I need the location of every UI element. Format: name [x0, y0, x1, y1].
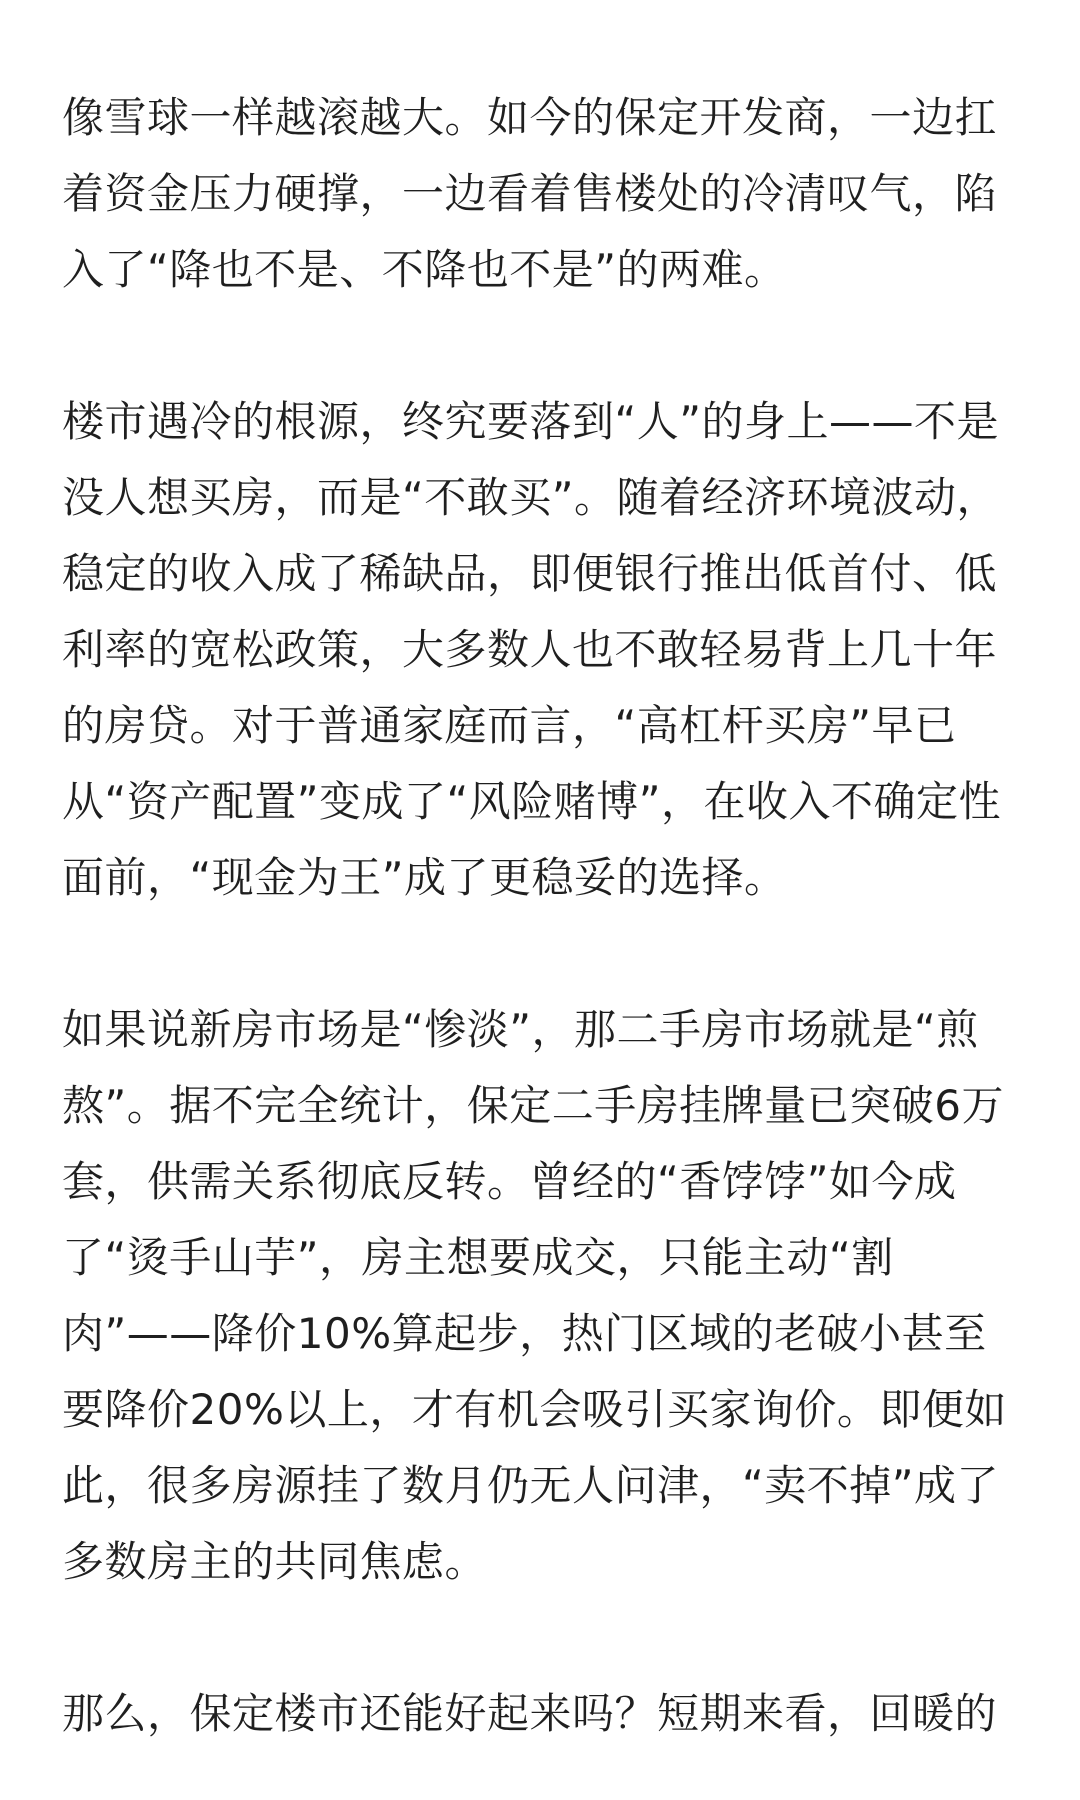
text-line: 着资金压力硬撑，一边看着售楼处的冷清叹气，陷: [62, 169, 998, 218]
text-line: 多数房主的共同焦虑。: [62, 1537, 488, 1586]
text-line: 利率的宽松政策，大多数人也不敢轻易背上几十年: [62, 625, 998, 674]
text-line: 肉”——降价10%算起步，热门区域的老破小甚至: [62, 1309, 987, 1358]
paragraph-2: [62, 384, 1024, 916]
text-line: 了“烫手山芋”，房主想要成交，只能主动“割: [62, 1233, 894, 1282]
text-line: 稳定的收入成了稀缺品，即便银行推出低首付、低: [62, 549, 998, 598]
text-line: 那么，保定楼市还能好起来吗？短期来看，回暖的: [62, 1689, 998, 1738]
text-line: 如果说新房市场是“惨淡”，那二手房市场就是“煎: [62, 1005, 979, 1054]
paragraph-3: [62, 992, 1024, 1600]
text-line: 面前，“现金为王”成了更稳妥的选择。: [62, 853, 787, 902]
text-line: 要降价20%以上，才有机会吸引买家询价。即便如: [62, 1385, 1007, 1434]
paragraph-4: [62, 1676, 1024, 1752]
text-line: 入了“降也不是、不降也不是”的两难。: [62, 245, 787, 294]
paragraph-1: [62, 80, 1024, 308]
text-line: 套，供需关系彻底反转。曾经的“香饽饽”如今成: [62, 1157, 957, 1206]
text-line: 没人想买房，而是“不敢买”。随着经济环境波动，: [62, 473, 1000, 522]
text-line: 像雪球一样越滚越大。如今的保定开发商，一边扛: [62, 93, 998, 142]
text-line: 从“资产配置”变成了“风险赌博”，在收入不确定性: [62, 777, 1002, 826]
text-line: 此，很多房源挂了数月仍无人问津，“卖不掉”成了: [62, 1461, 1000, 1510]
text-line: 熬”。据不完全统计，保定二手房挂牌量已突破6万: [62, 1081, 1004, 1130]
text-line: 楼市遇冷的根源，终究要落到“人”的身上——不是: [62, 397, 1000, 446]
text-line: 的房贷。对于普通家庭而言，“高杠杆买房”早已: [62, 701, 957, 750]
